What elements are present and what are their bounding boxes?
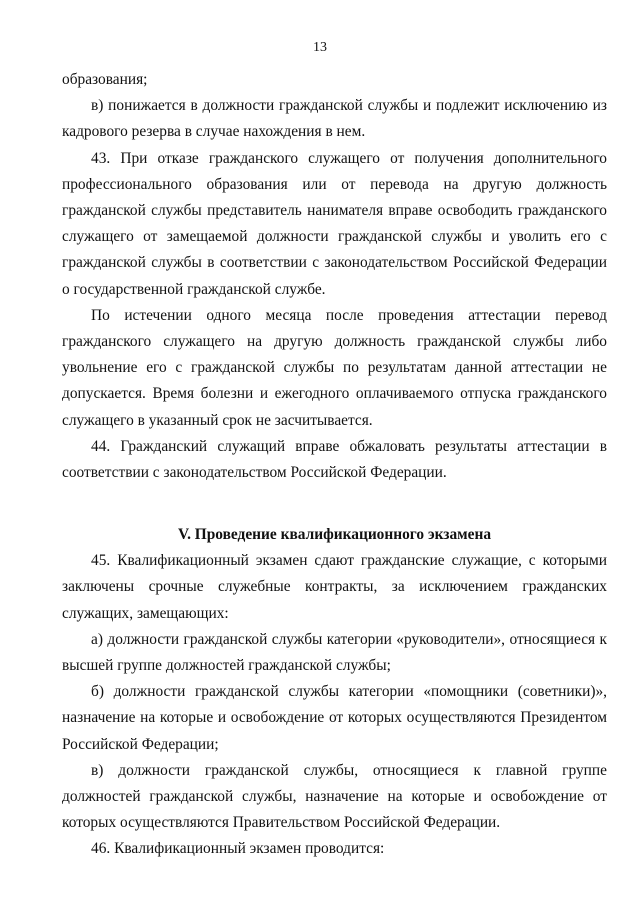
paragraph-43: 43. При отказе гражданского служащего от получения дополнительного профессионального образования или от перевода на другую должность гражданской службы представитель нанимателя вправе освободить гражданского служащего от замещаемой должности гражданской службы и уволить его с гражданской службы в соответствии с законодательством Российской Федерации о государственной гражданской службе. <box>62 149 607 298</box>
section-heading: V. Проведение квалификационного экзамена <box>177 526 492 544</box>
paragraph-attestation-period: По истечении одного месяца после проведения аттестации перевод гражданского служащего на другую должность гражданской службы либо увольнение его с гражданской службы по результатам данной аттестации не допускается. Время болезни и ежегодного оплачиваемого отпуска гражданского служащего в указанный срок не засчитывается. <box>62 306 607 429</box>
paragraph-46: 46. Квалификационный экзамен проводится: <box>91 840 385 858</box>
paragraph-45-v: в) должности гражданской службы, относящиеся к главной группе должностей гражданской службы, назначение на которые и освобождение от которых осуществляются Правительством Российской Федерации. <box>62 761 607 832</box>
paragraph-continuation: образования; <box>62 71 148 88</box>
paragraph-item-v: в) понижается в должности гражданской службы и подлежит исключению из кадрового резерва в случае нахождения в нем. <box>62 97 607 141</box>
paragraph-45: 45. Квалификационный экзамен сдают гражданские служащие, с которыми заключены срочные служебные контракты, за исключением гражданских служащих, замещающих: <box>62 552 607 622</box>
page-number: 13 <box>313 40 327 55</box>
paragraph-45-a: а) должности гражданской службы категории «руководители», относящиеся к высшей группе должностей гражданской службы; <box>62 630 607 675</box>
paragraph-44: 44. Гражданский служащий вправе обжаловать результаты аттестации в соответствии с законодательством Российской Федерации. <box>62 437 607 482</box>
paragraph-45-b: б) должности гражданской службы категории «помощники (советники)», назначение на которые и освобождение от которых осуществляются Президентом Российской Федерации; <box>62 683 607 753</box>
document-body <box>62 67 607 863</box>
